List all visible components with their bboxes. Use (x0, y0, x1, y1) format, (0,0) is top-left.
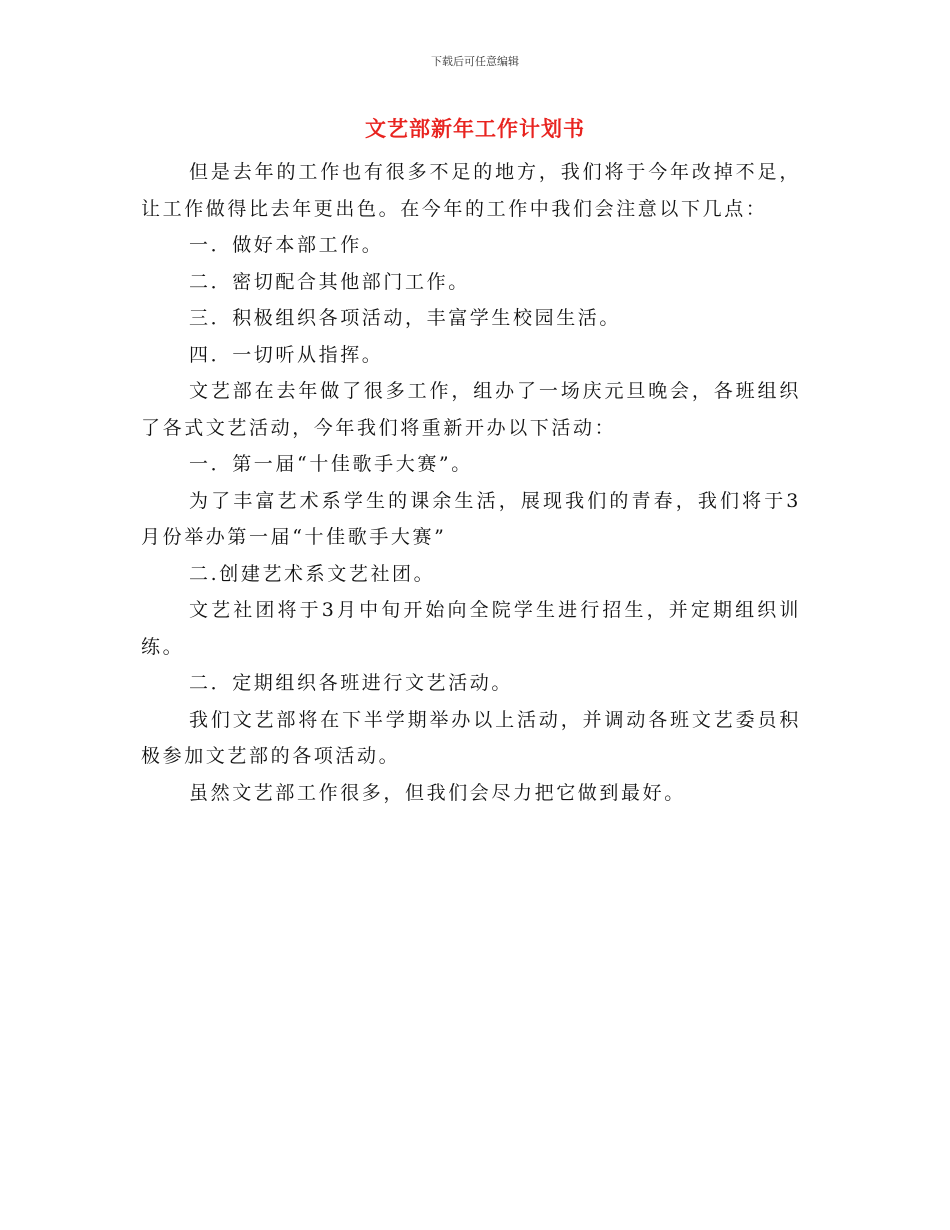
paragraph: 为了丰富艺术系学生的课余生活，展现我们的青春，我们将于3月份举办第一届“十佳歌手大赛” (141, 489, 801, 548)
list-item: 四．一切听从指挥。 (189, 343, 384, 366)
list-item: 二．密切配合其他部门工作。 (189, 270, 470, 293)
list-item: 三．积极组织各项活动，丰富学生校园生活。 (189, 307, 622, 329)
document-title: 文艺部新年工作计划书 (365, 117, 585, 141)
list-item: 二．定期组织各班进行文艺活动。 (189, 672, 514, 694)
paragraph: 我们文艺部将在下半学期举办以上活动，并调动各班文艺委员积极参加文艺部的各项活动。 (141, 708, 801, 767)
paragraph: 文艺部在去年做了很多工作，组办了一场庆元旦晚会，各班组织了各式文艺活动，今年我们将重新开办以下活动： (141, 380, 801, 439)
paragraph: 虽然文艺部工作很多，但我们会尽力把它做到最好。 (189, 781, 686, 804)
page-header: 下载后可任意编辑 (431, 55, 519, 68)
list-item: 二.创建艺术系文艺社团。 (189, 562, 436, 585)
document-body (141, 154, 801, 811)
paragraph: 但是去年的工作也有很多不足的地方，我们将于今年改掉不足，让工作做得比去年更出色。在今年的工作中我们会注意以下几点： (141, 161, 801, 220)
list-item: 一．做好本部工作。 (189, 234, 384, 256)
list-item: 一．第一届“十佳歌手大赛”。 (189, 453, 473, 475)
paragraph: 文艺社团将于3月中旬开始向全院学生进行招生，并定期组织训练。 (141, 599, 801, 658)
